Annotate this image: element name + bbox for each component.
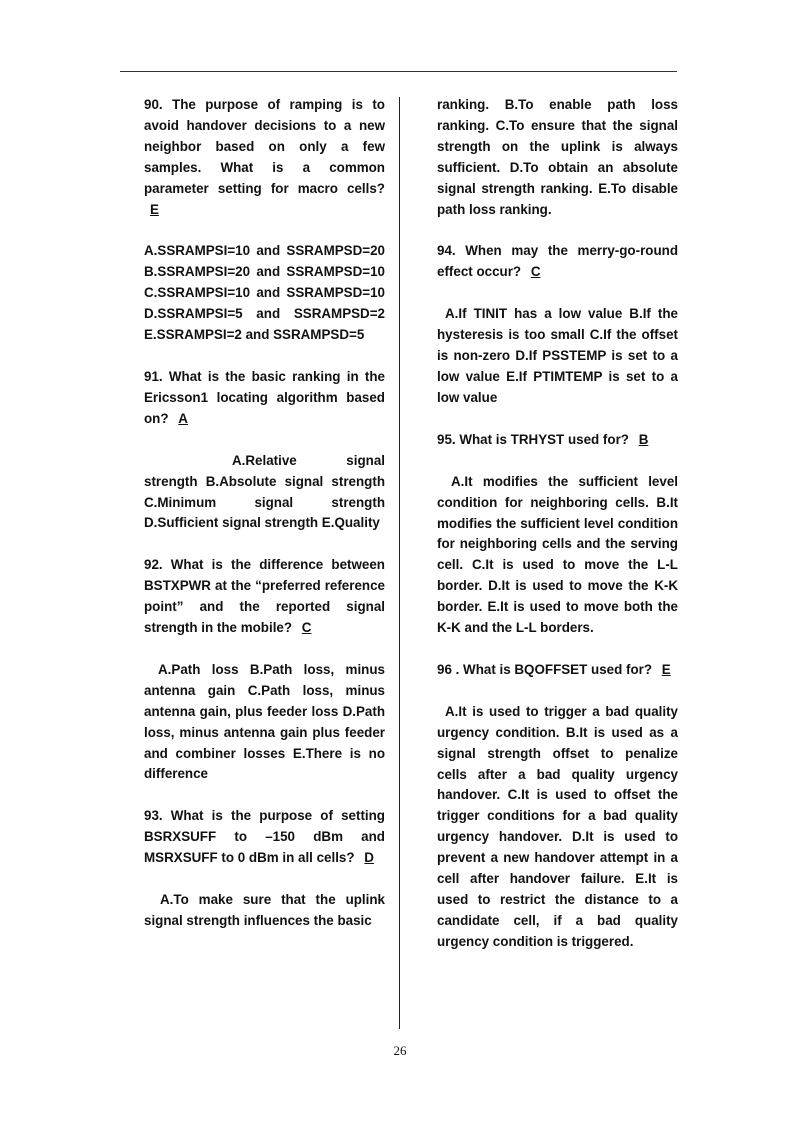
question-90 [144,95,385,220]
question-93-text: 93. What is the purpose of setting BSRXSUFF to –150 dBm and MSRXSUFF to 0 dBm in all cells? [144,808,385,866]
options-96: A.It is used to trigger a bad quality urgency condition. B.It is used as a signal strength offset to penalize cells after a bad quality urgency handover. C.It is used to offset the trigger conditions for a bad quality urgency handover. D.It is used to prevent a new handover attempt in a cell after handover failure. E.It is used to restrict the distance to a candidate cell, if a bad quality urgency condition is triggered. [437,703,678,949]
question-94 [437,241,678,283]
question-92 [144,555,385,639]
answer-93: D [364,850,374,866]
question-95-text: 95. What is TRHYST used for? [437,431,633,447]
question-93 [144,806,385,869]
answer-94: C [530,264,541,280]
options-94: A.If TINIT has a low value B.If the hysteresis is too small C.If the offset is non-zero D.If PSSTEMP is set to a low value E.If PTIMTEMP is set to a low value [437,306,678,405]
options-93-start: A.To make sure that the uplink signal strength influences the basic [144,892,385,928]
right-column [437,95,678,953]
question-96-text: 96 . What is BQOFFSET used for? [437,661,656,677]
page-number: 26 [393,1043,407,1058]
options-95: A.It modifies the sufficient level condition for neighboring cells. B.It modifies the sufficient level condition for neighboring cells and the serving cell. C.It is used to move the L-L border. D.It is used to move the K-K border. E.It is used to move both the K-K and the L-L borders. [437,473,678,636]
question-91 [144,367,385,430]
header-rule [120,71,677,72]
options-92: A.Path loss B.Path loss, minus antenna gain C.Path loss, minus antenna gain, plus feeder loss D.Path loss, minus antenna gain plus feeder and combiner losses E.There is no difference [144,661,385,782]
question-90-text: 90. The purpose of ramping is to avoid handover decisions to a new neighbor based on only a few samples. What is a common parameter setting for macro cells? [144,97,385,196]
answer-95: B [638,431,649,447]
question-95 [437,430,678,451]
options-91: A.Relative signal strength B.Absolute signal strength C.Minimum signal strength D.Sufficient signal strength E.Quality [144,452,385,531]
question-96 [437,660,678,681]
question-92-text: 92. What is the difference between BSTXPWR at the “preferred reference point” and the reported signal strength in the mobile? [144,557,385,636]
answer-92: C [301,620,312,636]
options-90: A.SSRAMPSI=10 and SSRAMPSD=20 B.SSRAMPSI=20 and SSRAMPSD=10 C.SSRAMPSI=10 and SSRAMPSD=10 D.SSRAMPSI=5 and SSRAMPSD=2 E.SSRAMPSI=2 and SSRAMPSD=5 [144,243,385,343]
question-94-text: 94. When may the merry-go-round effect occur? [437,243,678,280]
options-93-continued: ranking. B.To enable path loss ranking. C.To ensure that the signal strength on the uplink is always sufficient. D.To obtain an absolute signal strength ranking. E.To disable path loss ranking. [437,97,678,217]
answer-90: E [150,201,159,217]
question-91-text: 91. What is the basic ranking in the Ericsson1 locating algorithm based on? [144,368,385,426]
column-divider [399,97,400,1029]
answer-96: E [661,661,671,677]
answer-91: A [178,410,188,426]
left-column [144,95,385,932]
